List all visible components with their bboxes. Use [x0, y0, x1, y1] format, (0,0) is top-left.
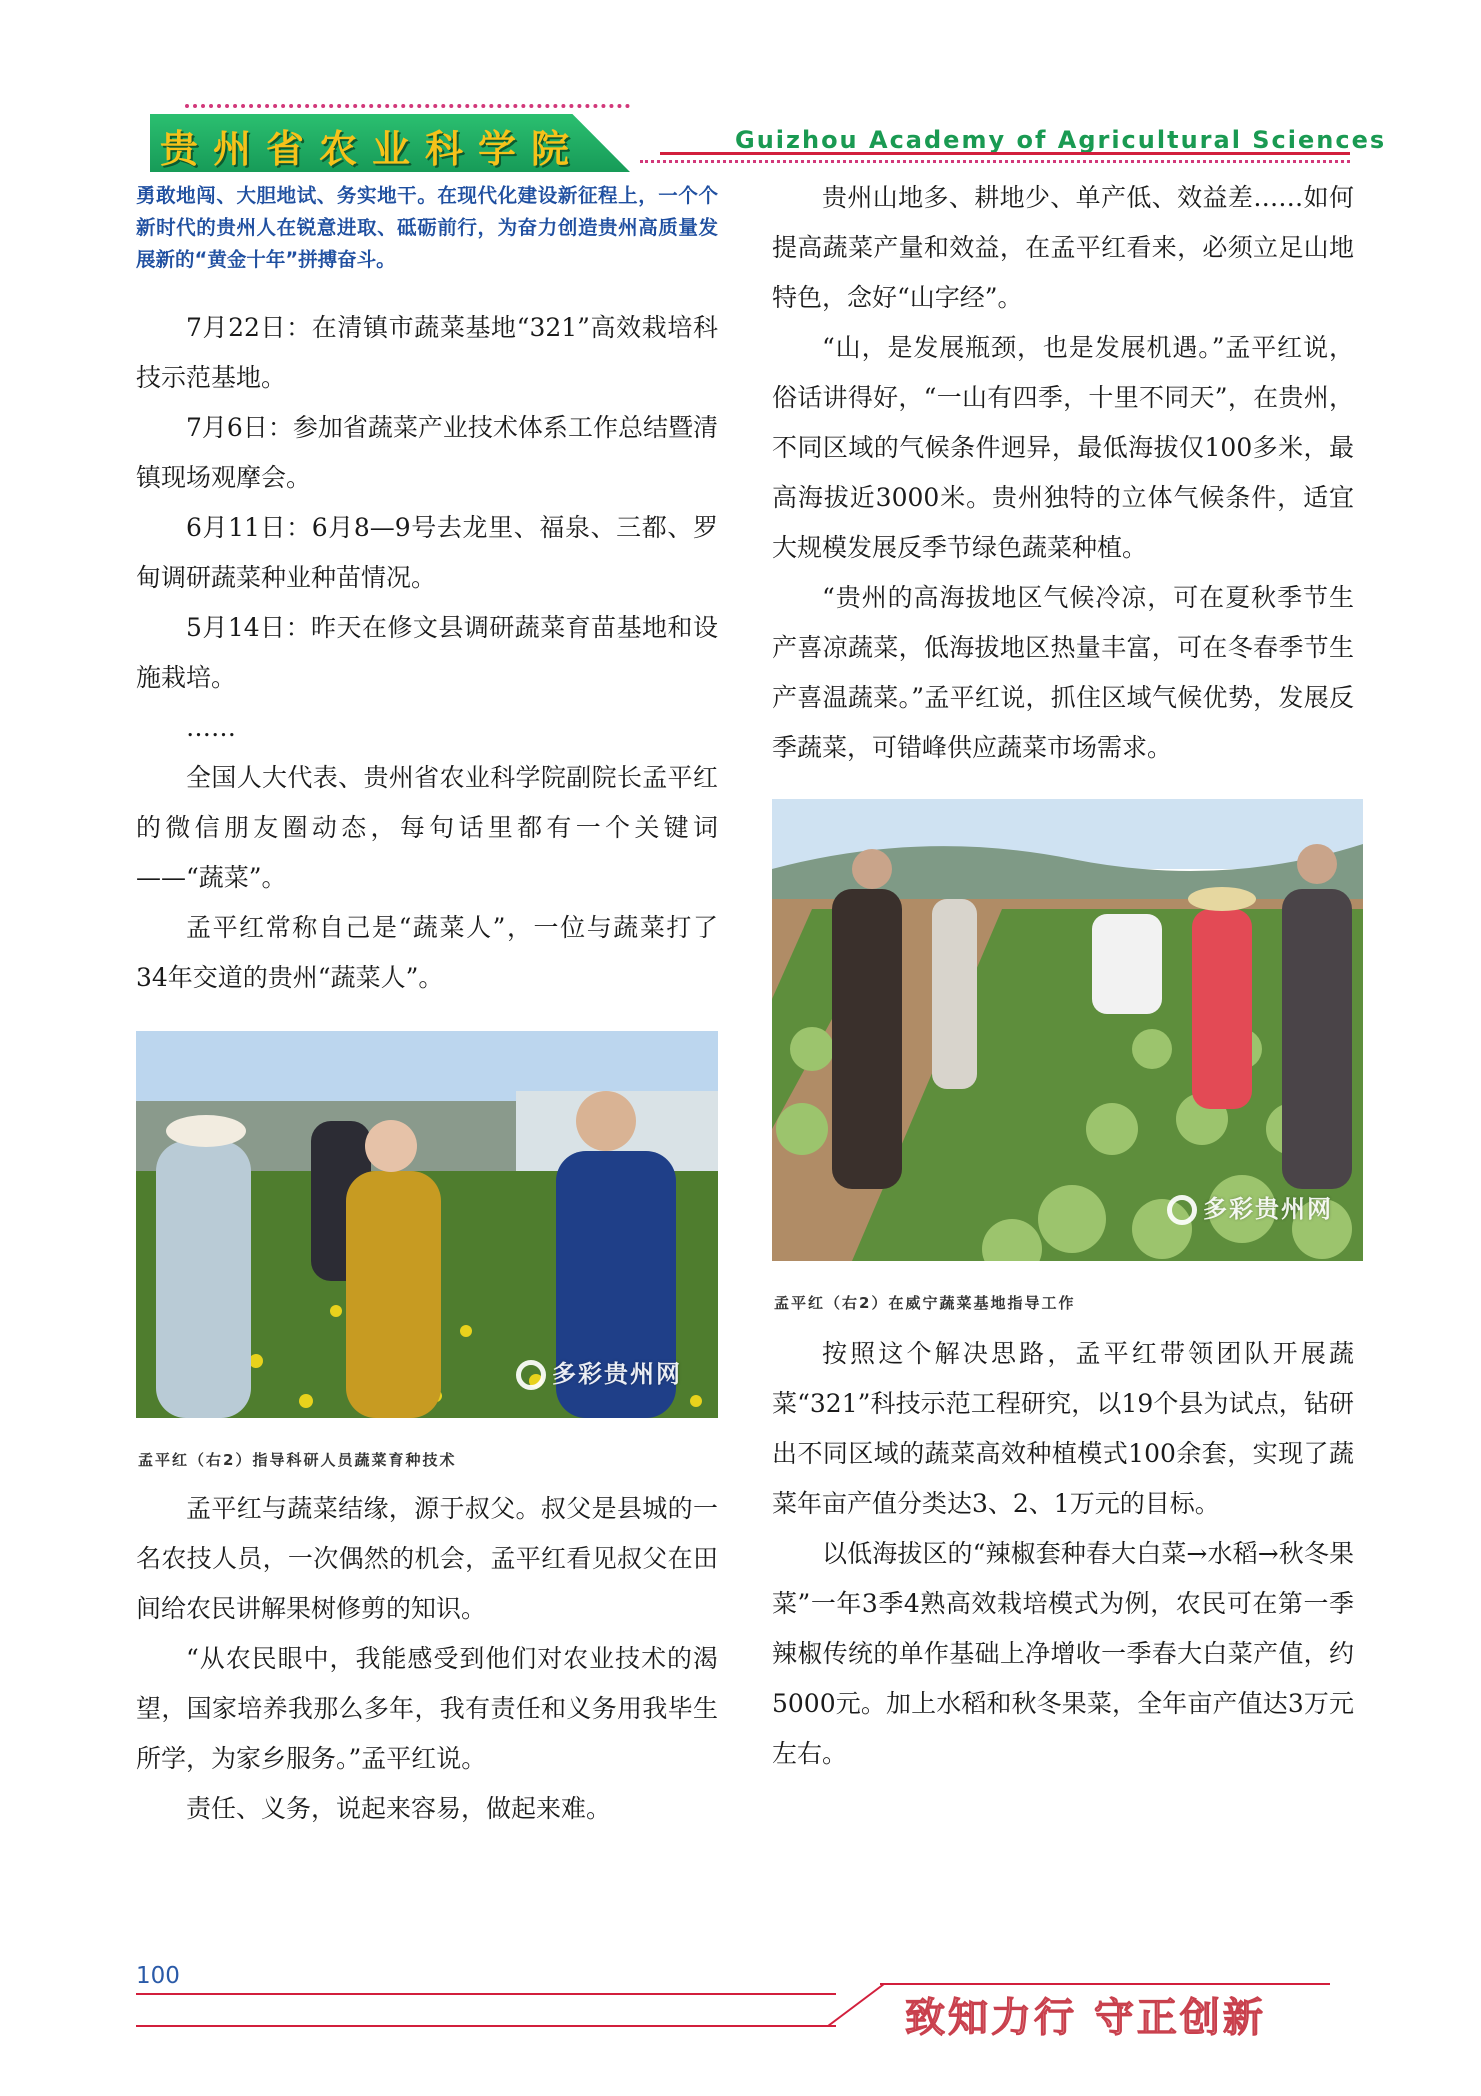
paragraph: 6月11日：6月8—9号去龙里、福泉、三都、罗甸调研蔬菜种业种苗情况。: [136, 513, 718, 592]
right-column-top: [772, 173, 1354, 773]
ellipsis: ……: [186, 713, 236, 742]
paragraph: 以低海拔区的“辣椒套种春大白菜→水稻→秋冬果菜”一年3季4熟高效栽培模式为例，农民可在第一季辣椒传统的单作基础上净增收一季春大白菜产值，约5000元。加上水稻和秋冬果菜，全年亩产值达3万元左右。: [772, 1539, 1354, 1768]
paragraph: 7月22日：在清镇市蔬菜基地“321”高效栽培科技示范基地。: [136, 313, 718, 392]
paragraph: “山，是发展瓶颈，也是发展机遇。”孟平红说，俗话讲得好，“一山有四季，十里不同天”，在贵州，不同区域的气候条件迥异，最低海拔仅100多米，最高海拔近3000米。贵州独特的立体气候条件，适宜大规模发展反季节绿色蔬菜种植。: [772, 333, 1354, 562]
left-column-bottom: [136, 1484, 718, 1834]
footer-slant-rule: [826, 1982, 886, 2028]
left-column-top: [136, 303, 718, 1003]
watermark-text: 多彩贵州网: [1203, 1195, 1333, 1223]
paragraph: 7月6日：参加省蔬菜产业技术体系工作总结暨清镇现场观摩会。: [136, 413, 718, 492]
watermark-logo-icon: [1167, 1195, 1197, 1225]
photo-watermark: [1167, 1189, 1333, 1225]
paragraph: “从农民眼中，我能感受到他们对农业技术的渴望，国家培养我那么多年，我有责任和义务用我毕生所学，为家乡服务。”孟平红说。: [136, 1644, 718, 1773]
footer-rule-right: [880, 1983, 1330, 1985]
footer-rule: [136, 1993, 836, 1995]
paragraph: 贵州山地多、耕地少、单产低、效益差……如何提高蔬菜产量和效益，在孟平红看来，必须立足山地特色，念好“山字经”。: [772, 183, 1354, 312]
photo-watermark: [516, 1354, 682, 1390]
photo-caption: 孟平红（右2）指导科研人员蔬菜育种技术: [138, 1451, 457, 1469]
photo-caption: 孟平红（右2）在威宁蔬菜基地指导工作: [774, 1294, 1076, 1312]
header-title-english: Guizhou Academy of Agricultural Sciences: [735, 126, 1387, 154]
header-title-chinese: 贵州省农业科学院: [160, 127, 585, 171]
header-red-rule: [660, 152, 1350, 155]
page-number: 100: [136, 1963, 180, 1989]
photo-vegetable-base: [772, 799, 1363, 1261]
footer-rule: [136, 2025, 836, 2027]
watermark-logo-icon: [516, 1360, 546, 1390]
paragraph: “贵州的高海拔地区气候冷凉，可在夏秋季节生产喜凉蔬菜，低海拔地区热量丰富，可在冬春季节生产喜温蔬菜。”孟平红说，抓住区域气候优势，发展反季蔬菜，可错峰供应蔬菜市场需求。: [772, 583, 1354, 762]
paragraph: 责任、义务，说起来容易，做起来难。: [186, 1794, 612, 1823]
photo-field-breeding: [136, 1031, 718, 1418]
header-dotted-rule: [185, 104, 630, 108]
right-column-bottom: [772, 1329, 1354, 1779]
paragraph: 5月14日：昨天在修文县调研蔬菜育苗基地和设施栽培。: [136, 613, 718, 692]
paragraph: 按照这个解决思路，孟平红带领团队开展蔬菜“321”科技示范工程研究，以19个县为试点，钻研出不同区域的蔬菜高效种植模式100余套，实现了蔬菜年亩产值分类达3、2、1万元的目标。: [772, 1339, 1354, 1518]
watermark-text: 多彩贵州网: [552, 1360, 682, 1388]
header-dotted-rule-right: [640, 160, 1350, 163]
paragraph: 孟平红与蔬菜结缘，源于叔父。叔父是县城的一名农技人员，一次偶然的机会，孟平红看见叔父在田间给农民讲解果树修剪的知识。: [136, 1494, 718, 1623]
paragraph: 孟平红常称自己是“蔬菜人”，一位与蔬菜打了34年交道的贵州“蔬菜人”。: [136, 913, 718, 992]
lead-paragraph: 勇敢地闯、大胆地试、务实地干。在现代化建设新征程上，一个个新时代的贵州人在锐意进取、砥砺前行，为奋力创造贵州高质量发展新的“黄金十年”拼搏奋斗。: [136, 184, 718, 271]
footer-motto: 致知力行 守正创新: [905, 1995, 1266, 2041]
paragraph: 全国人大代表、贵州省农业科学院副院长孟平红的微信朋友圈动态，每句话里都有一个关键词——“蔬菜”。: [136, 763, 718, 892]
